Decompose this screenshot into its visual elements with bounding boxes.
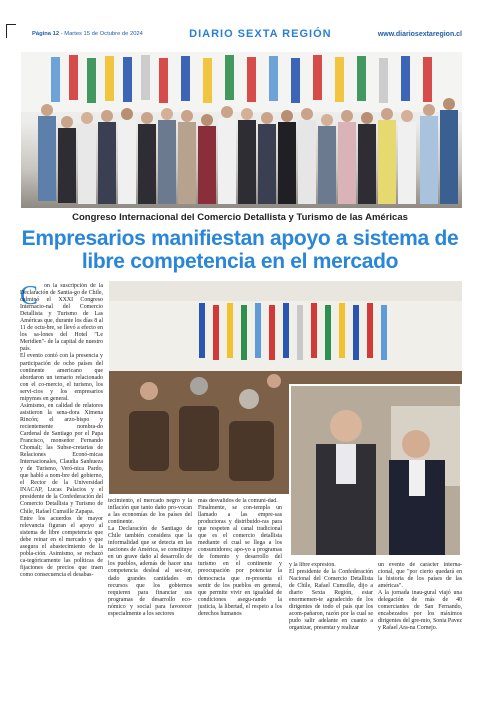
- article-column-1-text: on la suscripción de la Declaración de Santia-go de Chile, culminó el XXXI Congreso Internacio-nal del Comercio Detallista y Turismo de Las Américas que, durante los días 8 al 11 de octu-bre, se llevó a efecto en los sa-lones del Hotel "Le Meridien"- de la capital de nuestro país. El evento contó con la presencia y participación de ocho países del continente americano que abordaron un temario relacionado con el co-mercio, el turismo, los servi-cios y los empresarios mipymes en general. Asimismo, en calidad de relatores asistieron la sena-dora Ximena Rincón; el arzo-bispo y recientemente nombra-do Cardenal de Santiago por el Papa Francisco, monseñor Fernando Chomali; las Subse-cretarias de Relaciones Econó-micas Internacionales, Claudia Sanhueza y de Turismo, Veró-nica Pardo, que habló a nom-bre del gobierno, el Rector de la Universidad INACAP, Lucas Palacios y el presidente de la Confederación del Comercio Detallista y Turismo de Chile, Rafael Cumsille Zapapa. Entre los acuerdos de mayor relevancia figuran el apoyo al sistema de libre competencia que debe reinar en el mercado y que asegura el abastecimiento de la pobla-ción. Asimismo, se rechazó ca-tegóricamente las políticas de fijaciones de precios que traen como consecuencia el desabas-: [20, 283, 103, 578]
- article-column-5: un evento de carácter interna-cional, que "por cierto quedará en la historia de los países de las américas". A la jornada inau-gural viajó una delegación de más de 40 comerciantes de San Fernando, encabezados por los máximos dirigentes del gre-mio, Sonia Pavez y Rafael Ara-na Cornejo.: [378, 562, 462, 632]
- group-photo-drawing: [21, 52, 462, 208]
- article-column-3: más desvalidos de la comuni-dad. Finalmente, se con-templa un llamado a las empre-sas productoras y distribuido-ras para que respeten al canal tradicional que es el comercio detallista mediante el cual se llega a los consumidores; apo-yo a programas de fomento y desarrollo del turismo en el continente y preocupación por potenciar la democracia que re-presenta el sentir de los pueblos en general, que permite vivir en igualdad de condiciones asegu-rando la justicia, la libertad, el respeto a los derechos humanos: [198, 498, 282, 617]
- portrait-photo: [289, 384, 462, 557]
- group-photo: [21, 52, 462, 208]
- article-kicker: Congreso Internacional del Comercio Detallista y Turismo de las Américas: [72, 212, 408, 223]
- newspaper-brand: DIARIO SEXTA REGIÓN: [189, 28, 332, 40]
- article-dropcap: C: [20, 280, 39, 310]
- article-column-4: y la libre expresión. El presidente de la Confederación Nacional del Comercio Detallista de Chile, Rafael Cumsille, dijo a diario Sexta Región, estar enormemen-te agradecido de los dirigentes de todo el país que los acom-pañaron, razón por la cual se pudo salir adelante en cuanto a organizar, presentar y realizar: [289, 562, 373, 632]
- page-header: [32, 26, 462, 42]
- article-headline: Empresarios manifiestan apoyo a sistema de libre competencia en el mercado: [21, 227, 459, 273]
- article-column-2: tecimiento, el mercado negro y la inflación que tanto daño pro-vocan a las economías de los países del continente. La Declaración de Santiago de Chile también considera que la informalidad que se detecta en las naciones de América, se constituye en un grave daño al desarrollo de los pueblos, además de hacer una competencia desleal al sec-tor, dado grandes cantidades en recursos que los gobiernos requieren para financiar sus programas de desarrollo eco-nómico y social para favorecer especialmente a los sectores: [108, 498, 192, 617]
- page-meta: Página 12 - Martes 15 de Octubre de 2024: [32, 31, 143, 37]
- newspaper-url: www.diariosextaregion.cl: [377, 30, 462, 38]
- issue-date: Martes 15 de Octubre de 2024: [64, 31, 143, 37]
- page-corner-mark: [6, 24, 16, 38]
- article-column-1: [20, 280, 103, 703]
- portrait-photo-drawing: [291, 386, 460, 555]
- page-number: Página 12: [32, 31, 60, 37]
